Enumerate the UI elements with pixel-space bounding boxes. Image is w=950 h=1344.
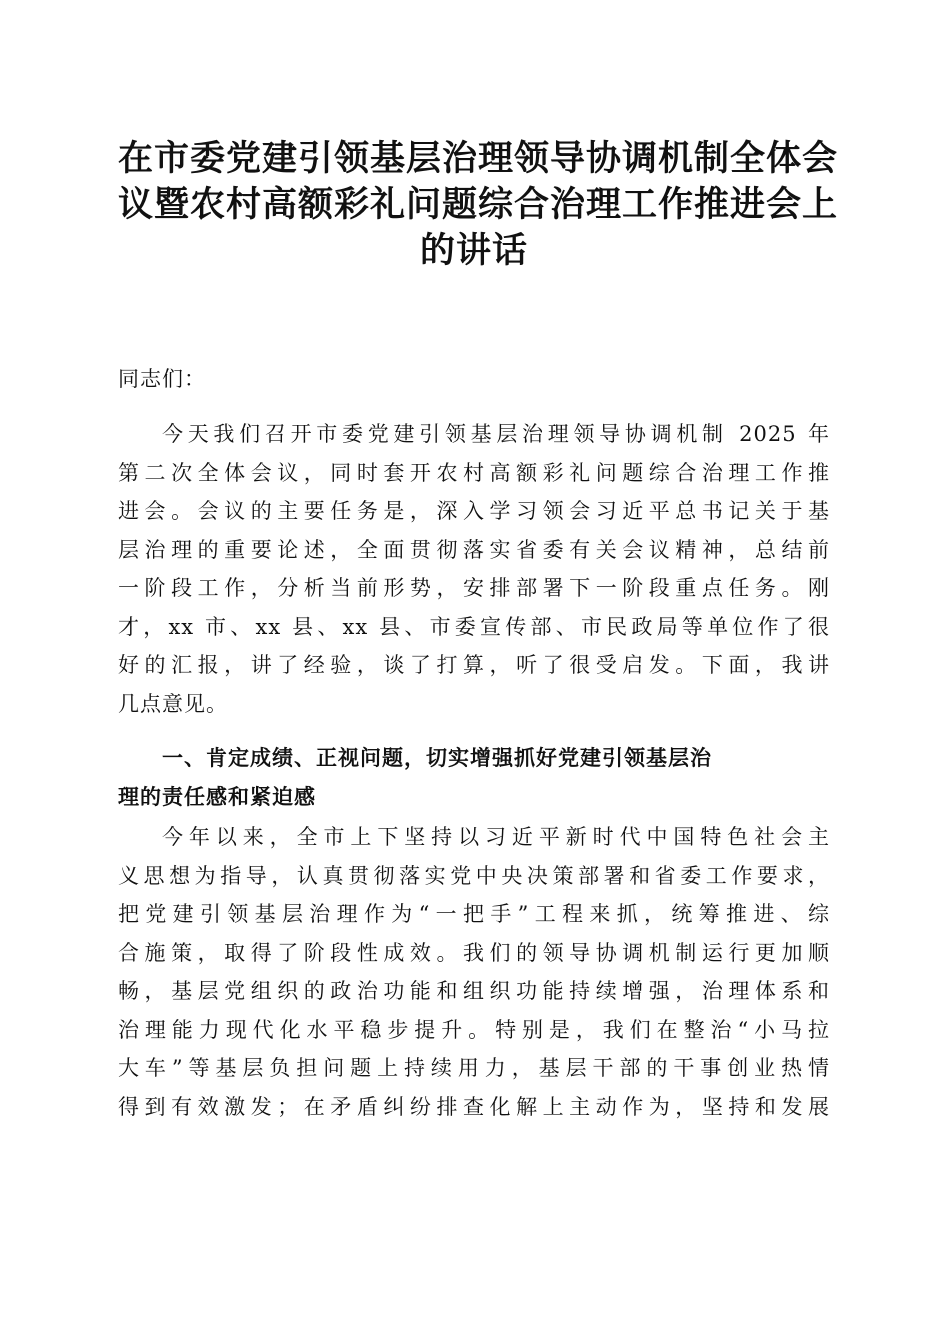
heading-line: 一、肯定成绩、正视问题，切实增强抓好党建引领基层治 — [162, 746, 712, 770]
paragraph-line: 第二次全体会议，同时套开农村高额彩礼问题综合治理工作推 — [118, 460, 830, 485]
paragraph-line: 层治理的重要论述，全面贯彻落实省委有关会议精神，总结前 — [118, 537, 830, 562]
paragraph-line: 得到有效激发；在矛盾纠纷排查化解上主动作为，坚持和发展 — [118, 1094, 830, 1119]
paragraph-line: 好的汇报，讲了经验，谈了打算，听了很受启发。下面，我讲 — [118, 653, 830, 677]
section-heading — [118, 739, 830, 816]
title-line: 的讲话 — [419, 230, 528, 271]
paragraph-line: 才，xx 市、xx 县、xx 县、市委宣传部、市民政局等单位作了很 — [118, 614, 830, 639]
paragraph-line: 义思想为指导，认真贯彻落实党中央决策部署和省委工作要求， — [118, 863, 830, 888]
title-line: 议暨农村高额彩礼问题综合治理工作推进会上 — [118, 184, 839, 225]
heading-line: 理的责任感和紧迫感 — [118, 784, 316, 809]
paragraph-line: 今年以来，全市上下坚持以习近平新时代中国特色社会主 — [162, 825, 830, 849]
body-paragraph — [118, 818, 830, 1126]
paragraph-line: 一阶段工作，分析当前形势，安排部署下一阶段重点任务。刚 — [118, 576, 830, 600]
paragraph-line: 畅，基层党组织的政治功能和组织功能持续增强，治理体系和 — [118, 979, 830, 1003]
paragraph-line: 进会。会议的主要任务是，深入学习领会习近平总书记关于基 — [118, 499, 830, 523]
salutation: 同志们： — [118, 367, 206, 391]
paragraph-line: 几点意见。 — [118, 691, 228, 716]
paragraph-line: 合施策，取得了阶段性成效。我们的领导协调机制运行更加顺 — [118, 940, 830, 965]
document-title — [118, 136, 839, 274]
paragraph-line: 大车”等基层负担问题上持续用力，基层干部的干事创业热情 — [118, 1056, 830, 1080]
paragraph-line: 把党建引领基层治理作为“一把手”工程来抓，统筹推进、综 — [118, 902, 830, 926]
paragraph-line: 治理能力现代化水平稳步提升。特别是，我们在整治“小马拉 — [118, 1017, 830, 1042]
document-page — [118, 136, 839, 1126]
paragraph-line: 今天我们召开市委党建引领基层治理领导协调机制 2025 年 — [162, 422, 830, 446]
opening-paragraph — [118, 415, 830, 723]
title-line: 在市委党建引领基层治理领导协调机制全体会 — [118, 138, 839, 179]
